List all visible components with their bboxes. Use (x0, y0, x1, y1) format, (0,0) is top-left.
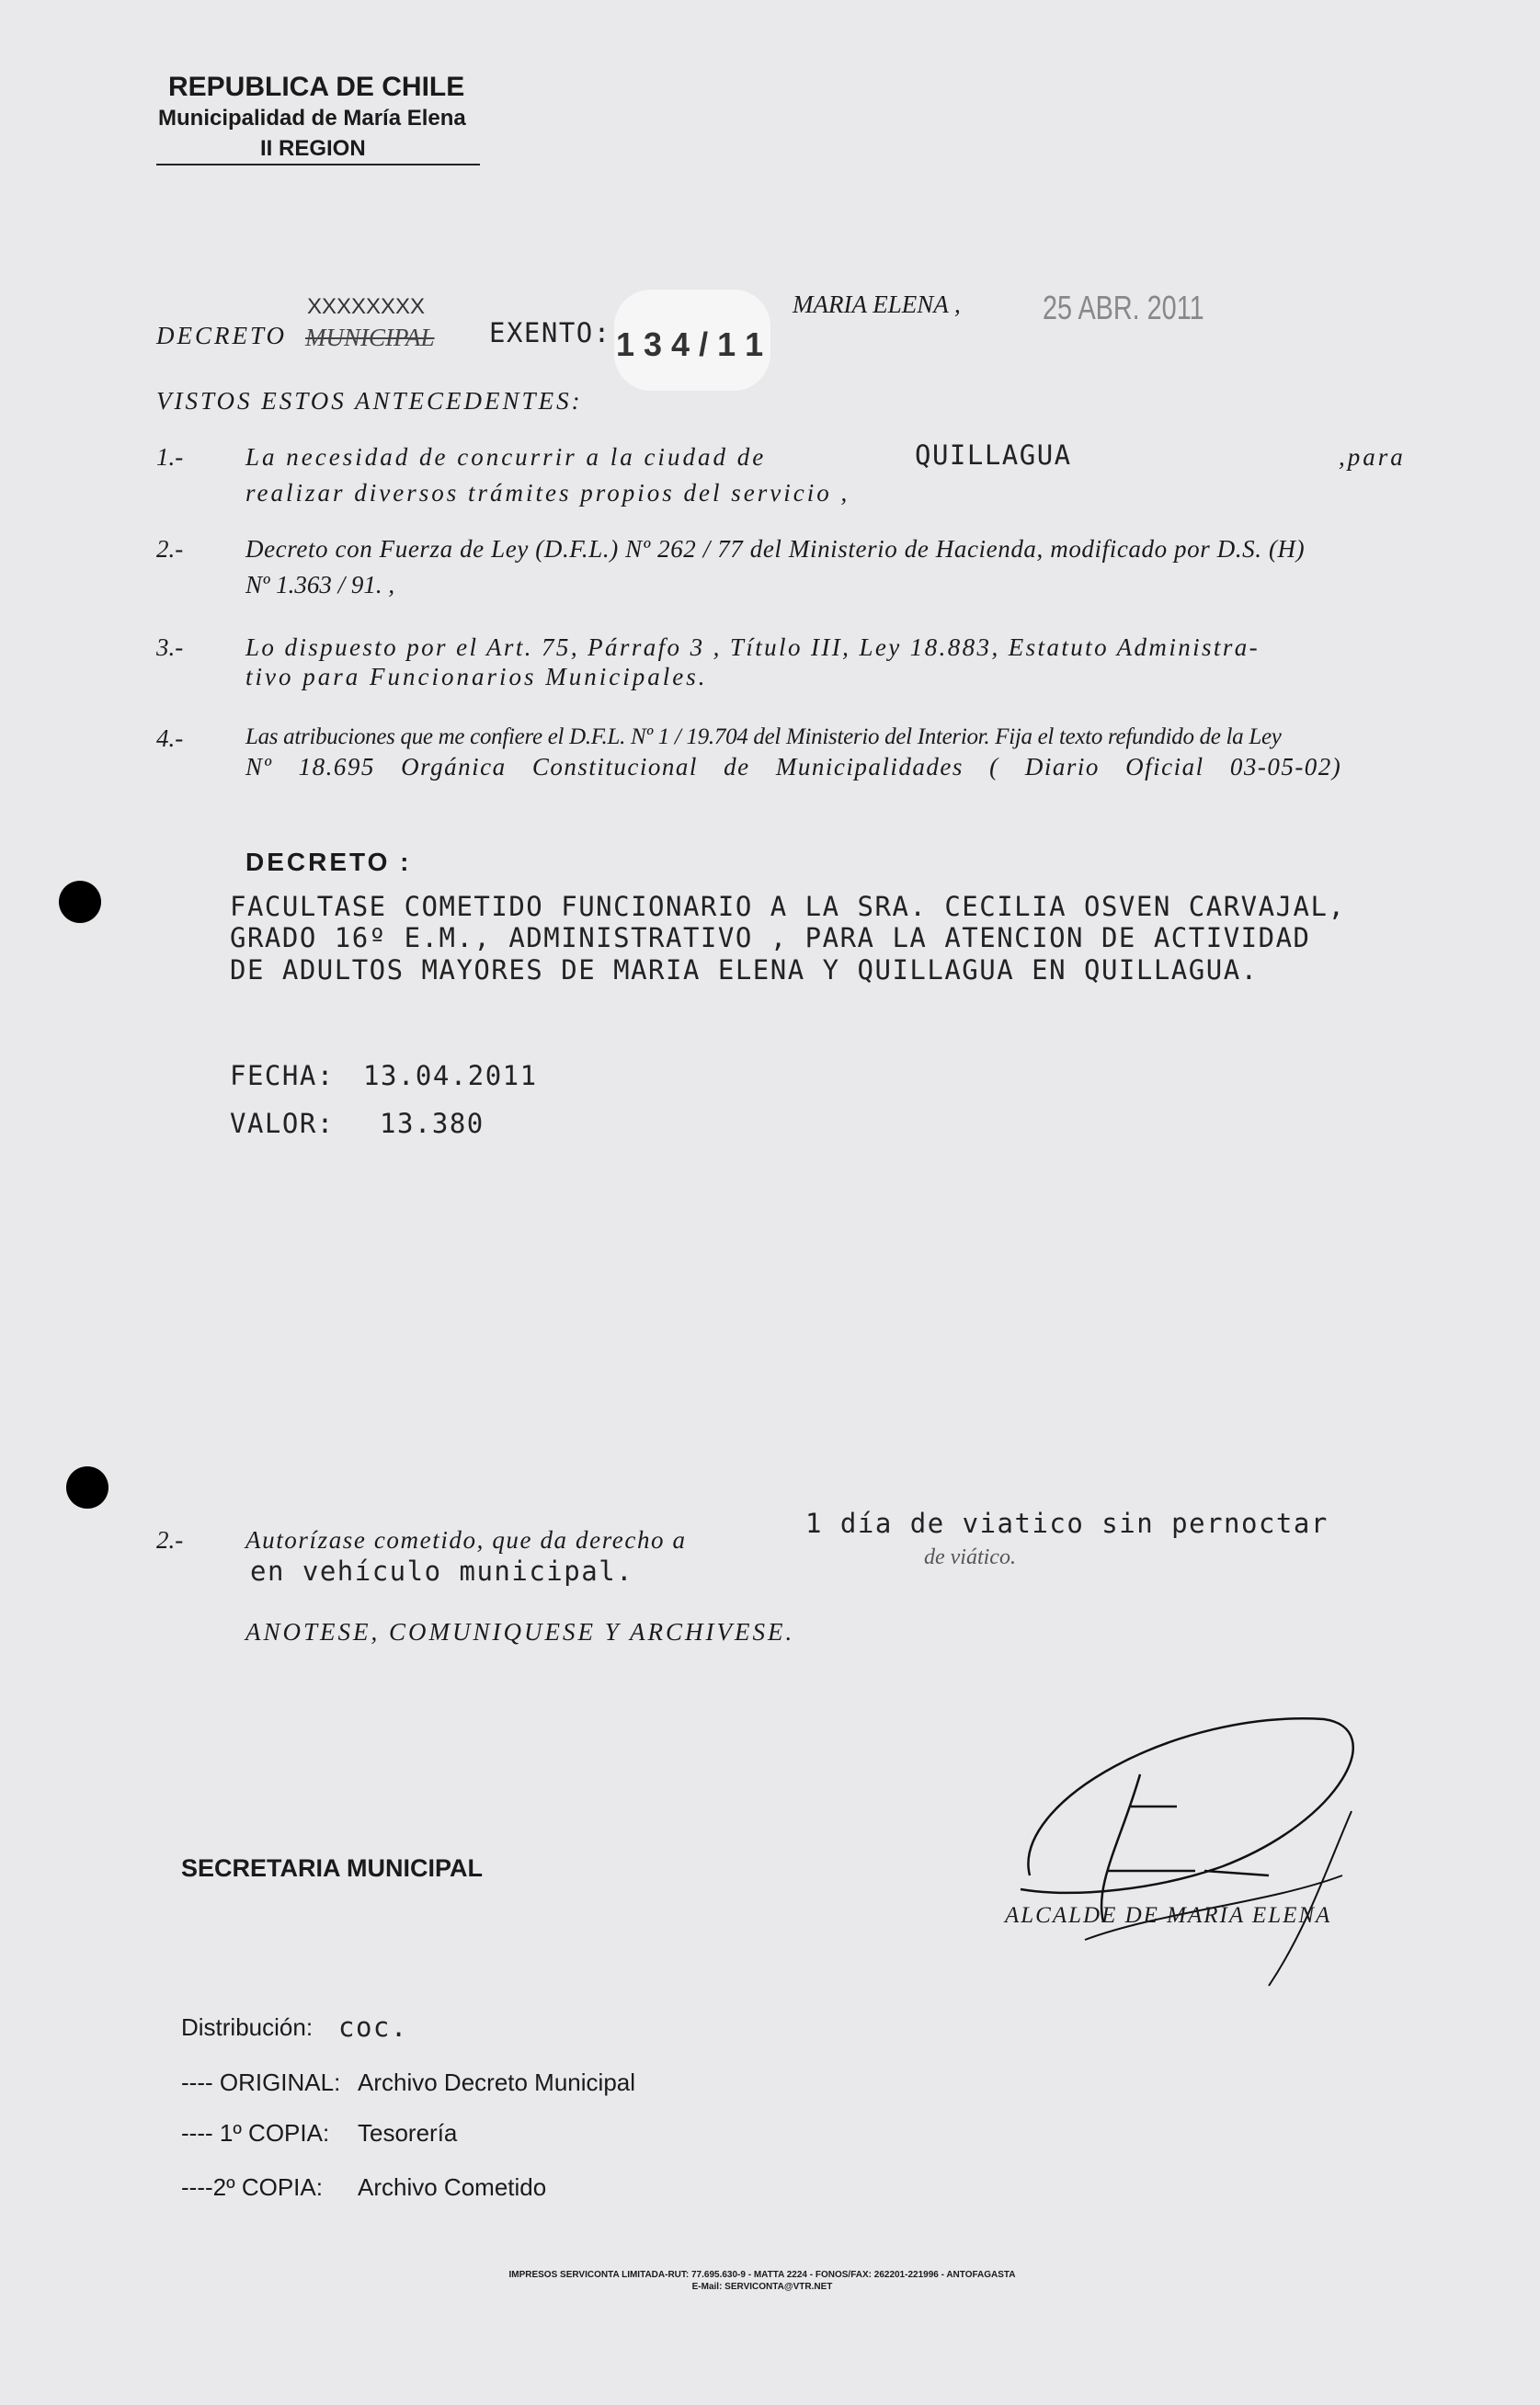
item2-line2: en vehículo municipal. (250, 1556, 634, 1587)
header-municipality: Municipalidad de María Elena (158, 106, 466, 131)
fecha-value: 13.04.2011 (363, 1060, 538, 1091)
distribucion-value: coc. (338, 2012, 408, 2043)
header-divider (156, 164, 480, 165)
antecedente-text: Nº 18.695 Orgánica Constitucional de Municipalidades ( Diario Oficial 03-05-02) (245, 753, 1342, 781)
antecedente-number: 1.- (156, 443, 184, 471)
signature (993, 1692, 1379, 1995)
antecedente-text: La necesidad de concurrir a la ciudad de (245, 443, 767, 471)
antecedente-number: 4.- (156, 724, 184, 752)
distribution-row-value: Archivo Decreto Municipal (358, 2069, 636, 2096)
secretaria-label: SECRETARIA MUNICIPAL (181, 1854, 483, 1882)
antecedente-city: QUILLAGUA (915, 439, 1072, 471)
decree-struck-word: MUNICIPAL (305, 324, 435, 351)
distribucion-label: Distribución: (181, 2013, 314, 2041)
valor-label: VALOR: (230, 1108, 335, 1139)
antecedente-tail: ,para (1339, 443, 1406, 471)
antecedente-text: Decreto con Fuerza de Ley (D.F.L.) Nº 262 / 77 del Ministerio de Hacienda, modificado por D.S. (H) (245, 535, 1306, 563)
decree-overstrike: XXXXXXXX (307, 294, 426, 319)
distribution-row-value: Archivo Cometido (358, 2173, 547, 2201)
decree-number: 1 3 4 / 1 1 (616, 325, 764, 363)
item2-text: Autorízase cometido, que da derecho a (245, 1526, 687, 1554)
decreto-line: GRADO 16º E.M., ADMINISTRATIVO , PARA LA ATENCION DE ACTIVIDAD (230, 922, 1311, 953)
decree-label: DECRETO (156, 322, 288, 349)
alcalde-label: ALCALDE DE MARIA ELENA (1005, 1903, 1332, 1928)
vistos-heading: VISTOS ESTOS ANTECEDENTES: (156, 387, 583, 415)
distribution-row-label: ----2º COPIA: (181, 2173, 323, 2201)
fecha-label: FECHA: (230, 1060, 335, 1091)
punch-hole (59, 881, 101, 923)
decree-exento: EXENTO: (489, 317, 611, 348)
antecedente-number: 3.- (156, 633, 184, 661)
decree-place: MARIA ELENA , (793, 291, 961, 318)
antecedente-text: Nº 1.363 / 91. , (245, 571, 395, 598)
decreto-line: DE ADULTOS MAYORES DE MARIA ELENA Y QUILLAGUA EN QUILLAGUA. (230, 954, 1259, 986)
decreto-line: FACULTASE COMETIDO FUNCIONARIO A LA SRA. CECILIA OSVEN CARVAJAL, (230, 891, 1346, 922)
item2-number: 2.- (156, 1526, 184, 1554)
date-stamp: 25 ABR. 2011 (1043, 289, 1204, 326)
item2-printed: de viático. (924, 1545, 1016, 1569)
distribution-row-label: ---- ORIGINAL: (181, 2069, 341, 2096)
footer-printer: IMPRESOS SERVICONTA LIMITADA-RUT: 77.695.630-9 - MATTA 2224 - FONOS/FAX: 262201-221996 - ANTOFAGASTA (508, 2270, 1016, 2280)
distribution-row-label: ---- 1º COPIA: (181, 2119, 330, 2147)
footer-email: E-Mail: SERVICONTA@VTR.NET (691, 2282, 833, 2292)
antecedente-text: tivo para Funcionarios Municipales. (245, 663, 708, 690)
distribution-row-value: Tesorería (358, 2119, 458, 2147)
closing: ANOTESE, COMUNIQUESE Y ARCHIVESE. (245, 1618, 795, 1646)
antecedente-text: Las atribuciones que me confiere el D.F.L. Nº 1 / 19.704 del Ministerio del Interior. Fija el texto refundido de la Ley (245, 724, 1282, 749)
antecedente-text: Lo dispuesto por el Art. 75, Párrafo 3 , Título III, Ley 18.883, Estatuto Administra- (245, 633, 1261, 661)
item2-typed: 1 día de viatico sin pernoctar (805, 1508, 1329, 1539)
valor-value: 13.380 (380, 1108, 485, 1139)
punch-hole (66, 1466, 108, 1509)
decreto-heading: DECRETO : (245, 848, 412, 876)
antecedente-text: realizar diversos trámites propios del servicio , (245, 479, 850, 507)
antecedente-number: 2.- (156, 535, 184, 563)
header-country: REPUBLICA DE CHILE (168, 72, 465, 102)
header-region: II REGION (260, 136, 366, 161)
